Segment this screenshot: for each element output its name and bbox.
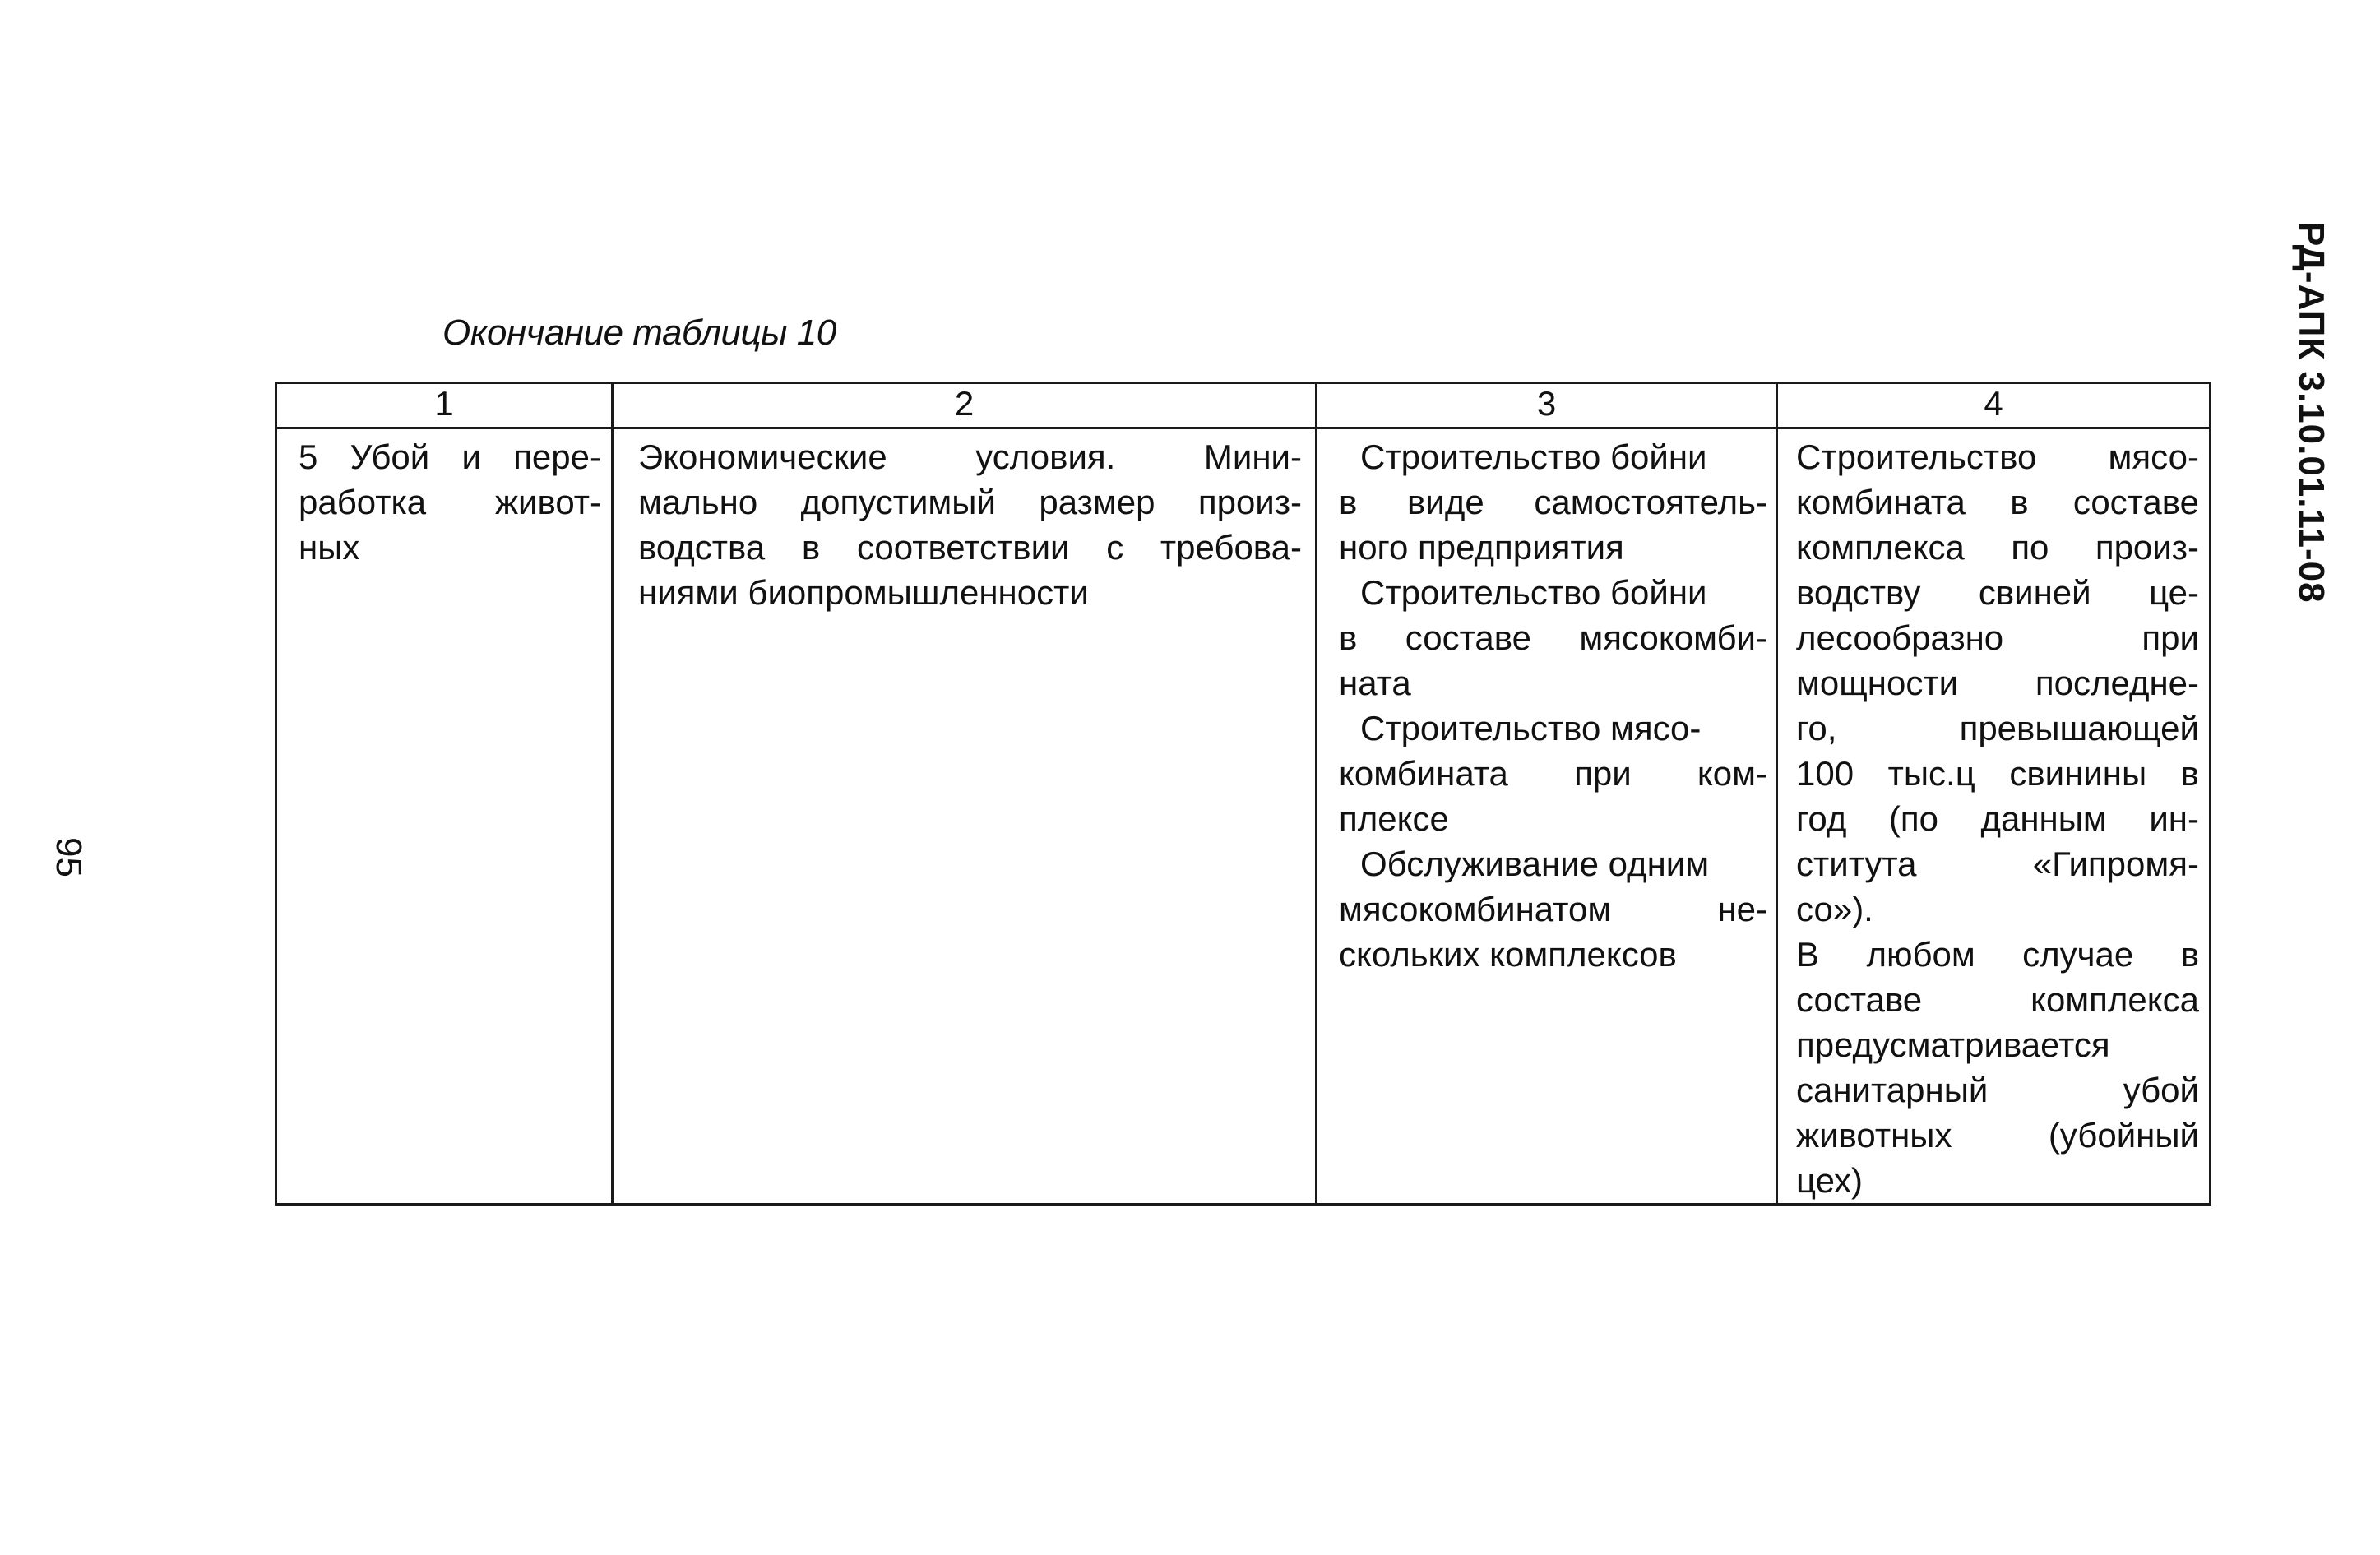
table-row (276, 428, 2211, 1205)
cell-line: год (по данным ин- (1796, 799, 2199, 838)
cell-line: комбината в составе (1796, 483, 2199, 521)
cell-line: Строительство бойни (1360, 437, 1707, 476)
column-header-3: 3 (1317, 383, 1777, 428)
cell-recommendation (1777, 428, 2211, 1205)
cell-line: водству свиней це- (1796, 573, 2199, 612)
page-number: 95 (49, 837, 89, 877)
cell-line: плексе (1339, 799, 1449, 838)
cell-line: Строительство мясо- (1360, 709, 1702, 747)
cell-line: 100 тыс.ц свинины в (1796, 754, 2199, 793)
cell-line: мально допустимый размер произ- (638, 483, 1302, 521)
cell-line: в виде самостоятель- (1339, 483, 1767, 521)
column-header-1: 1 (276, 383, 613, 428)
cell-line: лесообразно при (1796, 618, 2199, 657)
cell-line: ститута «Гипромя- (1796, 845, 2199, 883)
column-header-2: 2 (613, 383, 1317, 428)
cell-line: ных (299, 528, 360, 567)
column-header-4: 4 (1777, 383, 2211, 428)
cell-line: Строительство бойни (1360, 573, 1707, 612)
document-code: РД-АПК 3.10.01.11-08 (2291, 222, 2331, 604)
cell-line: работка живот- (299, 483, 601, 521)
cell-line: составе комплекса (1796, 980, 2199, 1019)
table-header-row (276, 383, 2211, 428)
cell-process (276, 428, 613, 1205)
cell-line: ного предприятия (1339, 528, 1624, 567)
table-caption: Окончание таблицы 10 (442, 312, 836, 353)
cell-line: ната (1339, 664, 1411, 702)
cell-line: 5 Убой и пере- (299, 437, 601, 476)
cell-line: комбината при ком- (1339, 754, 1767, 793)
cell-line: Экономические условия. Мини- (638, 437, 1302, 476)
cell-line: В любом случае в (1796, 935, 2199, 974)
cell-line: предусматривается (1796, 1025, 2110, 1064)
cell-line: комплекса по произ- (1796, 528, 2199, 567)
cell-line: в составе мясокомби- (1339, 618, 1767, 657)
cell-line: мясокомбинатом не- (1339, 890, 1767, 928)
cell-line: ниями биопромышленности (638, 573, 1089, 612)
data-table (275, 382, 2211, 1206)
cell-line: цех) (1796, 1161, 1864, 1200)
cell-line: Строительство мясо- (1796, 437, 2199, 476)
cell-line: скольких комплексов (1339, 935, 1677, 974)
cell-options (1317, 428, 1777, 1205)
cell-line: го, превышающей (1796, 709, 2199, 747)
cell-line: Обслуживание одним (1360, 845, 1710, 883)
cell-line: со»). (1796, 890, 1873, 928)
cell-conditions (613, 428, 1317, 1205)
cell-line: животных (убойный (1796, 1116, 2199, 1155)
cell-line: мощности последне- (1796, 664, 2199, 702)
cell-line: санитарный убой (1796, 1071, 2199, 1109)
cell-line: водства в соответствии с требова- (638, 528, 1302, 567)
